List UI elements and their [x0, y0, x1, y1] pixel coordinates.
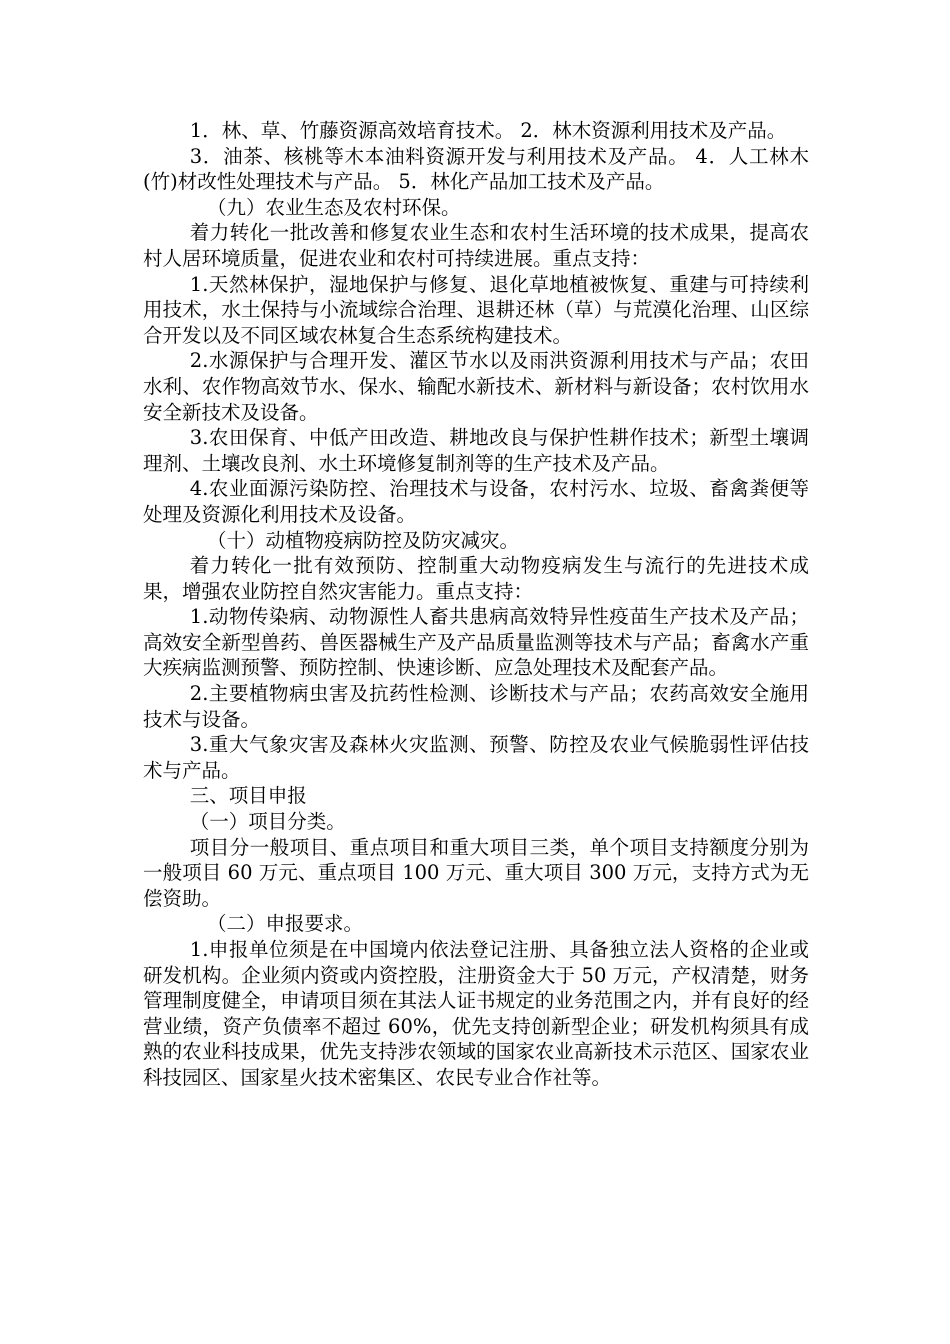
paragraph: 着力转化一批有效预防、控制重大动物疫病发生与流行的先进技术成果，增强农业防控自然灾害能力。重点支持： — [143, 554, 809, 603]
paragraph: 项目分一般项目、重点项目和重大项目三类，单个项目支持额度分别为一般项目 60 万元、重点项目 100 万元、重大项目 300 万元，支持方式为无偿资助。 — [143, 835, 809, 910]
subsection-heading: （一）项目分类。 — [189, 810, 346, 834]
paragraph: 3.重大气象灾害及森林火灾监测、预警、防控及农业气候脆弱性评估技术与产品。 — [143, 733, 809, 782]
section-heading: （十）动植物疫病防控及防灾减灾。 — [207, 528, 520, 552]
paragraph: 4.农业面源污染防控、治理技术与设备，农村污水、垃圾、畜禽粪便等处理及资源化利用技术及设备。 — [143, 477, 809, 526]
paragraph: 3．油茶、核桃等木本油料资源开发与利用技术及产品。 4．人工林木(竹)材改性处理技术与产品。 5．林化产品加工技术及产品。 — [143, 144, 809, 194]
paragraph: 1.动物传染病、动物源性人畜共患病高效特异性疫苗生产技术及产品；高效安全新型兽药、兽医器械生产及产品质量监测等技术与产品；畜禽水产重大疾病监测预警、预防控制、快速诊断、应急处理技术及配套产品。 — [143, 605, 809, 680]
paragraph: 3.农田保育、中低产田改造、耕地改良与保护性耕作技术；新型土壤调理剂、土壤改良剂、水土环境修复制剂等的生产技术及产品。 — [143, 426, 809, 475]
paragraph: 1．林、草、竹藤资源高效培育技术。 2．林木资源利用技术及产品。 — [189, 119, 787, 142]
document-page — [143, 118, 809, 1091]
paragraph: 1.天然林保护，湿地保护与修复、退化草地植被恢复、重建与可持续利用技术，水土保持与小流域综合治理、退耕还林（草）与荒漠化治理、山区综合开发以及不同区域农林复合生态系统构建技术。 — [143, 272, 809, 347]
paragraph: 1.申报单位须是在中国境内依法登记注册、具备独立法人资格的企业或研发机构。企业须内资或内资控股，注册资金大于 50 万元，产权清楚，财务管理制度健全，申请项目须在其法人证书规定的业务范围之内，并有良好的经营业绩，资产负债率不超过 60%，优先支持创新型企业；研发机构须具有成熟的农业科技成果，优先支持涉农领域的国家农业高新技术示范区、国家农业科技园区、国家星火技术密集区、农民专业合作社等。 — [143, 938, 809, 1089]
section-heading: 三、项目申报 — [189, 784, 307, 808]
section-heading: （九）农业生态及农村环保。 — [207, 195, 461, 219]
subsection-heading: （二）申报要求。 — [207, 912, 364, 936]
paragraph: 2.主要植物病虫害及抗药性检测、诊断技术与产品；农药高效安全施用技术与设备。 — [143, 682, 809, 731]
paragraph: 着力转化一批改善和修复农业生态和农村生活环境的技术成果，提高农村人居环境质量，促进农业和农村可持续进展。重点支持： — [143, 221, 809, 270]
paragraph: 2.水源保护与合理开发、灌区节水以及雨洪资源利用技术与产品；农田水利、农作物高效节水、保水、输配水新技术、新材料与新设备；农村饮用水安全新技术及设备。 — [143, 349, 809, 424]
